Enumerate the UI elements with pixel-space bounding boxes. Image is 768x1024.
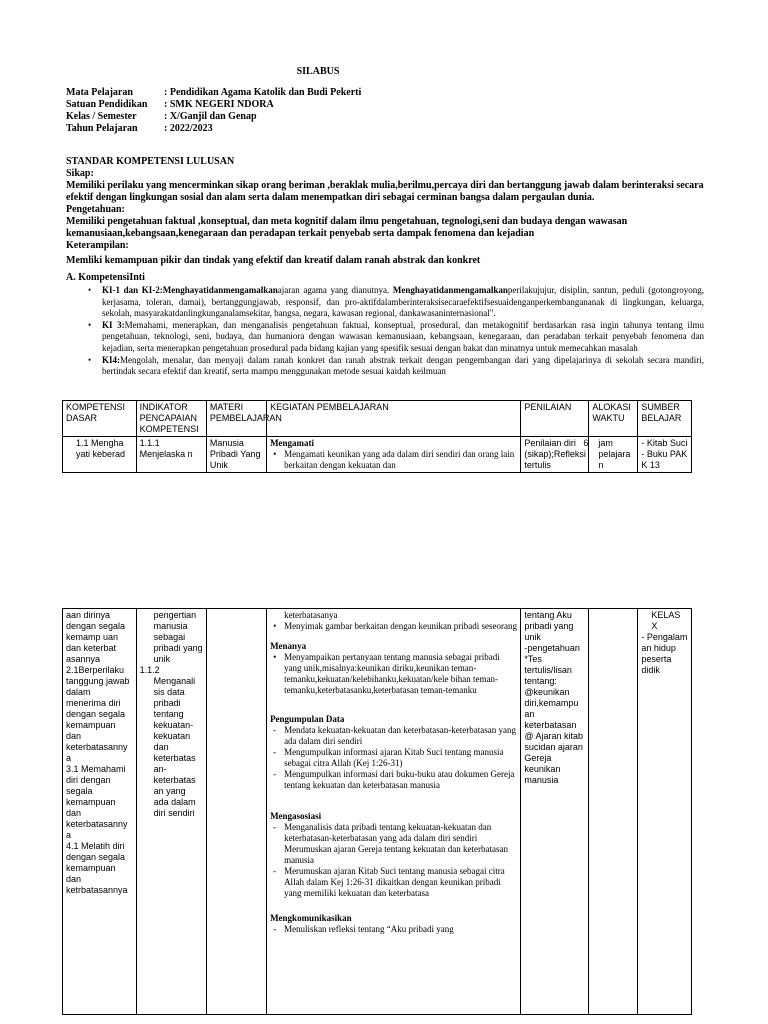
penilaian-text: Penilaian diri (sikap);Refleksi tertulis <box>524 438 586 470</box>
list-item <box>273 725 517 747</box>
mengamati-heading: Mengamati <box>270 438 315 448</box>
kegiatan-text: Merumuskan ajaran Kitab Suci tentang manusia sebagai citra Allah dalam Kej 1:26-31 dikaitkan dengan keunikan pribadi yang memiliki kekuatan dan keterbatasa <box>284 866 505 898</box>
cell-materi <box>206 609 266 1015</box>
silabus-table-page-1 <box>62 400 692 473</box>
dash-icon: - <box>273 747 277 757</box>
info-value: : Pendidikan Agama Katolik dan Budi Pekerti <box>164 87 362 98</box>
dash-icon: - <box>273 866 277 876</box>
penilaian-text: tentang Aku pribadi yang unik -pengetahuan *Tes tertulis/lisan tentang: @keunikan diri,kemampu an keterbatasan @ Ajaran kitab sucidan ajaran Gereja keunikan manusia <box>524 610 583 785</box>
list-item <box>273 769 517 791</box>
ki-item <box>88 320 705 354</box>
info-value: : 2022/2023 <box>164 123 213 134</box>
identity-block <box>66 87 361 135</box>
info-value: : X/Ganjil dan Genap <box>164 111 257 122</box>
mengasosiasi-heading: Mengasosiasi <box>270 811 322 821</box>
list-item <box>273 866 517 899</box>
header-kompetensi-dasar: KOMPETENSI DASAR <box>63 401 137 437</box>
ki-text: Mengolah, menalar, dan menyaji dalam ranah konkret dan ranah abstrak terkait dengan pengembangan dari yang dipelajarinya di sekolah secara mandiri, bertindak secara efektif dan kreatif, serta mampu menggunakan metode sesuai kaidah keilmuan <box>102 355 704 377</box>
info-label: Mata Pelajaran <box>66 87 133 98</box>
kegiatan-text: Mendata kekuatan-kekuatan dan keterbatasan-keterbatasan yang ada dalam diri sendiri <box>284 725 516 746</box>
kegiatan-text: Menyimak gambar berkaitan dengan keunikan pribadi seseorang <box>284 621 517 631</box>
dash-icon: - <box>273 924 277 934</box>
kegiatan-text: keterbatasanya <box>284 610 338 620</box>
pengumpulan-heading: Pengumpulan Data <box>270 714 345 724</box>
ki-keyword: Menghayatidanmengamalkan <box>392 285 508 296</box>
info-label: Kelas / Semester <box>66 111 137 122</box>
kegiatan-text: Mengumpulkan informasi dari buku-buku atau dokumen Gereja tentang kekuatan dan keterbatasan manusia <box>284 769 515 790</box>
info-label: Tahun Pelajaran <box>66 123 138 134</box>
keterampilan-text: Memliki kemampuan pikir dan tindak yang efektif dan kreatif dalam ranah abstrak dan konkret <box>66 255 481 266</box>
kegiatan-text: Menuliskan refleksi tentang “Aku pribadi yang <box>284 924 454 934</box>
kompetensi-inti <box>66 272 704 379</box>
cell-kegiatan <box>267 437 521 473</box>
sumber-item: - Buku PAK K 13 <box>641 449 688 470</box>
info-row <box>66 123 361 135</box>
indikator-text: 1.1.1 Menjelaska n <box>139 438 193 459</box>
list-item <box>273 449 517 471</box>
list-item <box>273 621 517 632</box>
sikap-text: Memiliki perilaku yang mencerminkan sikap orang beriman ,beraklak mulia,berilmu,percaya diri dan bertanggung jawab dalam berinteraksi secara efektif dengan lingkungan sosial dan alam serta dalam menempatkan diri sebagai cerminan bangsa dalam pergaulan dunia. <box>66 180 704 203</box>
info-row <box>66 87 361 99</box>
dash-icon: - <box>273 822 277 832</box>
list-item <box>273 652 517 696</box>
sikap-label: Sikap: <box>66 168 94 179</box>
info-value: : SMK NEGERI NDORA <box>164 99 274 110</box>
cell-penilaian <box>521 437 589 473</box>
sumber-item: - Pengalam an hidup peserta didik <box>641 632 688 675</box>
header-kegiatan: KEGIATAN PEMBELAJARAN <box>267 401 521 437</box>
list-item <box>273 924 517 935</box>
page-2 <box>0 600 768 1024</box>
info-row <box>66 111 361 123</box>
ki-item <box>88 285 704 319</box>
table-row <box>63 437 692 473</box>
cell-sumber <box>638 609 692 1015</box>
sumber-item: - Kitab Suci <box>641 438 688 448</box>
cell-materi <box>206 437 266 473</box>
kegiatan-text: Mengamati keunikan yang ada dalam diri sendiri dan orang lain berkaitan dengan kekuatan dan <box>284 449 515 470</box>
mengkomunikasikan-heading: Mengkomunikasikan <box>270 913 352 923</box>
info-row <box>66 99 361 111</box>
silabus-table-page-2 <box>62 608 692 1015</box>
ki-label: KI-1 dan KI-2: <box>102 285 163 296</box>
dash-icon: - <box>273 769 277 779</box>
bullet-icon: • <box>273 449 277 459</box>
ki-item <box>88 355 704 378</box>
cell-kd <box>63 609 137 1015</box>
bullet-icon: • <box>88 355 92 366</box>
document-title: SILABUS <box>296 66 340 77</box>
header-alokasi: ALOKASI WAKTU <box>589 401 638 437</box>
keterampilan-label: Keterampilan: <box>66 240 129 251</box>
list-item <box>273 747 517 769</box>
kd-text: aan dirinya dengan segala kemamp uan dan keterbat asannya 2.1Berperilaku tanggung jawab dalam menerima diri dengan segala kemampuan dan keterbatasanny a 3.1 Memahami diri dengan segala kemampuan dan keterbatasanny a 4.1 Melatih diri dengan segala kemampuan dan ketrbatasannya <box>66 610 130 895</box>
bullet-icon: • <box>88 320 92 331</box>
standar-kompetensi-lulusan <box>66 156 704 267</box>
table-row <box>63 609 692 1015</box>
ki-keyword: Menghayatidanmengamalkan <box>162 285 278 296</box>
cell-indikator <box>136 437 206 473</box>
ki-text: Memahami, menerapkan, dan menganalisis pengetahuan faktual, konseptual, prosedural, dan metakognitif berdasarkan rasa ingin tahunya tentang ilmu pengetahuan, teknologi, seni, budaya, dan humaniora dengan wawasan kemanusiaan, kebangsaan, kenegaraan, dan peradaban terkait penyebab fenomena dan kejadian, serta menerapkan pengetahuan prosedural pada bidang kajian yang spesifik sesuai dengan bakat dan minatnya untuk memecahkan masalah <box>102 320 705 353</box>
ki-label: KI 3: <box>102 320 125 331</box>
alokasi-text: jam pelajara n <box>598 438 631 470</box>
menanya-heading: Menanya <box>270 641 307 651</box>
sumber-item: KELAS X <box>651 610 681 631</box>
cell-kd <box>63 437 137 473</box>
cell-penilaian <box>521 609 589 1015</box>
pengetahuan-text: Memiliki pengetahuan faktual ,konseptual, dan meta kognitif dalam ilmu pengetahuan, tegnologi,seni dan budaya dengan wawasan kemanusiaan,kebangsaan,kenegaraan dan peradapan terkait penyebab serta dampak fenomena dan kejadian <box>66 216 628 239</box>
cell-sumber <box>638 437 692 473</box>
skl-heading: STANDAR KOMPETENSI LULUSAN <box>66 156 235 167</box>
ki-text: ajaran agama yang dianutnya. <box>277 285 393 296</box>
bullet-icon: • <box>273 652 277 662</box>
ki-label: KI4: <box>102 355 120 366</box>
dash-icon: - <box>273 725 277 735</box>
indikator-text: pengertian manusia sebagai pribadi yang unik <box>153 610 203 664</box>
pengetahuan-label: Pengetahuan: <box>66 204 125 215</box>
alokasi-number: 6 <box>583 438 589 448</box>
header-penilaian: PENILAIAN <box>521 401 589 437</box>
header-materi: MATERI PEMBELAJARAN <box>206 401 266 437</box>
cell-indikator <box>136 609 206 1015</box>
cell-kegiatan <box>267 609 521 1015</box>
header-sumber: SUMBER BELAJAR <box>638 401 692 437</box>
kegiatan-text: Menganalisis data pribadi tentang kekuatan-kekuatan dan keterbatasan-keterbatasan yang ada dalam diri sendiri Merumuskan ajaran Gereja tentang kekuatan dan keterbatasan manusia <box>284 822 508 865</box>
cell-alokasi <box>583 437 638 473</box>
list-item <box>273 822 517 866</box>
cell-alokasi <box>589 609 638 1015</box>
bullet-icon: • <box>88 285 92 296</box>
indikator-number: 1.1.2 <box>139 665 160 675</box>
header-indikator: INDIKATOR PENCAPAIAN KOMPETENSI <box>136 401 206 437</box>
page-1 <box>0 0 768 480</box>
ki-heading: A. KompetensiInti <box>66 272 145 283</box>
kegiatan-text: Mengumpulkan informasi ajaran Kitab Suci tentang manusia sebagai citra Allah (Kej 1:26-31) <box>284 747 504 768</box>
info-label: Satuan Pendidikan <box>66 99 148 110</box>
materi-text: Manusia Pribadi Yang Unik <box>209 438 261 470</box>
bullet-icon: • <box>273 621 277 631</box>
indikator-text: Menganali sis data pribadi tentang kekuatan-kekuatan dan keterbatas an-keterbatas an yang ada dalam diri sendiri <box>153 676 196 818</box>
ki-text: perilakujujur, disiplin, santun, peduli (gotongroyong, kerjasama, toleran, damai), bertanggungjawab, responsif, dan pro-aktifdalamberinteraksisecaraefektifsesuaidenganperkembangananak di lingkungan, keluarga, sekolah, masyarakatdanlingkunganalamsekitar, bangsa, negara, kawasan regional, dankawasaninternasional". <box>102 285 704 318</box>
kd-text: 1.1 Mengha yati keberad <box>76 438 126 459</box>
table-header-row <box>63 401 692 437</box>
kegiatan-text: Menyampaikan pertanyaan tentang manusia sebagai pribadi yang unik,misalnya:keunikan diriku,keunikan teman-temanku,kekuatan/kelebihanku,kekuatan/kele bihan teman-temanku,keterbatasanku,keterbatasan teman-temanku <box>284 652 500 695</box>
